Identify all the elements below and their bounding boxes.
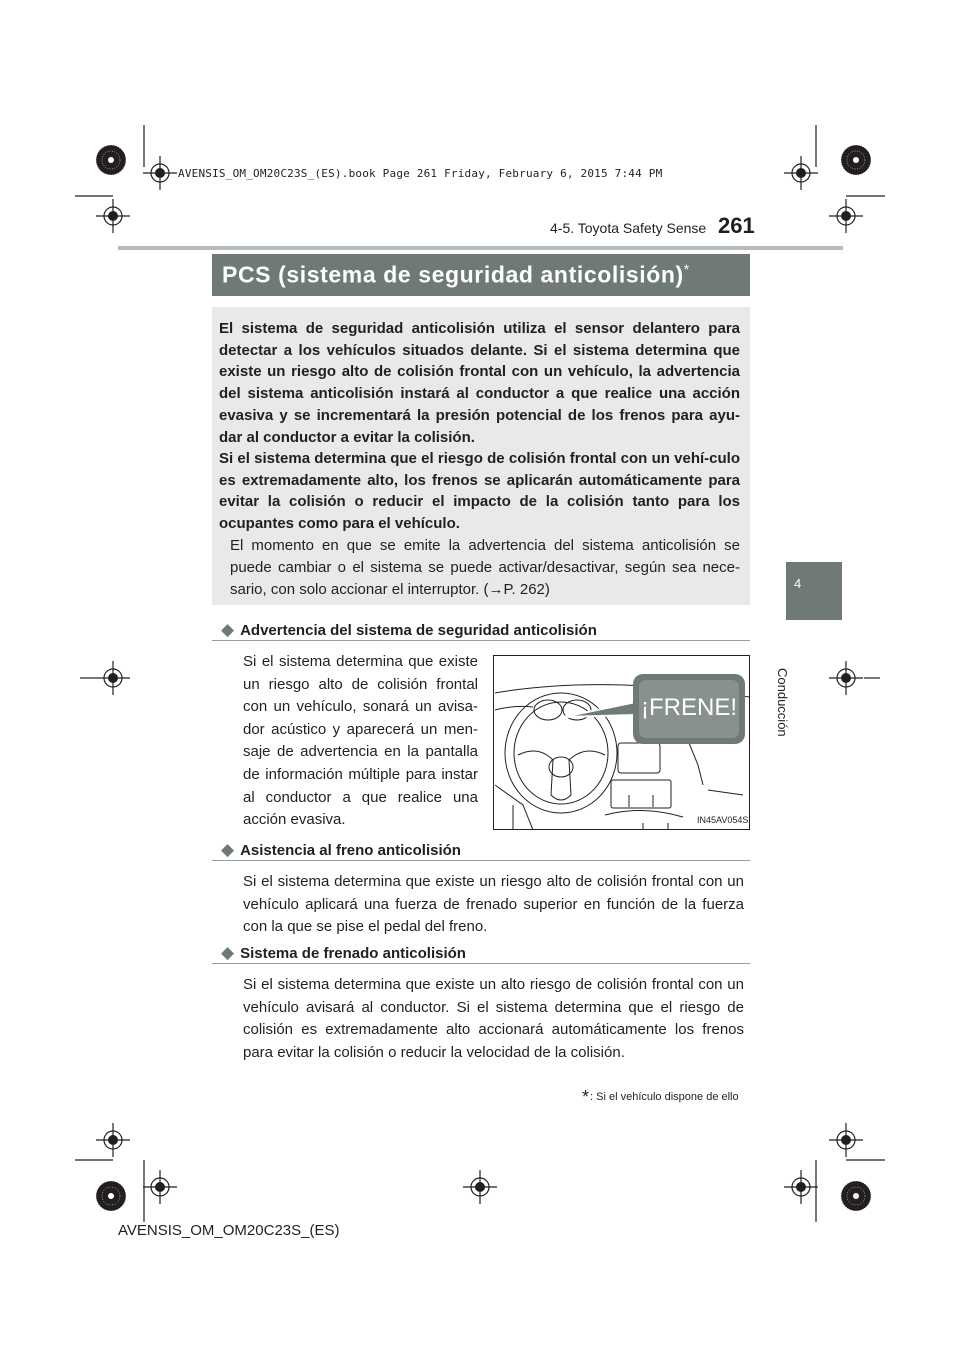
section-body: Si el sistema determina que existe un alto riesgo de colisión frontal con un vehículo avisará al conductor. Si el sistema determina que el riesgo de colisión es extremadamente alto accionará automáticamente los frenos para evitar la colisión o reducir la velocidad de la colisión.: [243, 976, 744, 1061]
section-rule: [212, 963, 750, 964]
section-heading: [221, 620, 597, 640]
intro-paragraph-2: Si el sistema determina que el riesgo de colisión frontal con un vehí-culo es extremadamente alto, los frenos se aplicarán automáticamente para evitar la colisión o reducir el impacto de la colisión tanto para los ocupantes como para el vehículo.: [219, 450, 740, 533]
diamond-bullet-icon: ◆: [221, 840, 235, 859]
footnote-marker: *: [582, 1087, 590, 1107]
section-title-bar: [212, 254, 750, 296]
dashboard-illustration: [493, 655, 750, 830]
section-heading: [221, 840, 461, 860]
section-heading-text: Sistema de frenado anticolisión: [240, 945, 466, 962]
page-title: [222, 261, 690, 289]
illustration-code: IN45AV054S: [697, 815, 749, 825]
section-rule: [212, 640, 750, 641]
warning-message: ¡FRENE!: [641, 694, 737, 721]
page-number: 261: [718, 213, 755, 238]
intro-paragraph-3: El momento en que se emite la advertencia del sistema anticolisión se puede cambiar o el sistema se puede activar/desactivar, según sea nece-sario, con solo accionar el interruptor. (→P. 262): [230, 537, 740, 598]
diamond-bullet-icon: ◆: [221, 620, 235, 639]
page-title-text: PCS (sistema de seguridad anticolisión): [222, 261, 684, 288]
section-body: Si el sistema determina que existe un riesgo alto de colisión frontal con un vehículo aplicará una fuerza de frenado superior en función de la fuerza con la que se pise el pedal del freno.: [243, 873, 744, 935]
section-heading-text: Advertencia del sistema de seguridad anticolisión: [240, 622, 597, 639]
diamond-bullet-icon: ◆: [221, 943, 235, 962]
intro-paragraph-1: El sistema de seguridad anticolisión utiliza el sensor delantero para detectar a los vehículos situados delante. Si el sistema determina que existe un riesgo alto de colisión frontal con un vehículo, la advertencia del sistema anticolisión instará al conductor a que realice una acción evasiva y se incrementará la presión potencial de los frenos para ayu-dar al conductor a evitar la colisión.: [219, 320, 740, 446]
section-heading: [221, 943, 466, 963]
chapter-number: 4: [794, 576, 802, 591]
section-body: Si el sistema determina que existe un riesgo alto de colisión frontal con un vehículo, sonará un avisa-dor acústico y aparecerá un men-saje de advertencia en la pantalla de información múltiple para instar al conductor a que realice una acción evasiva.: [243, 653, 478, 829]
footnote: [582, 1087, 739, 1108]
header-rule: [118, 246, 843, 250]
book-print-info: AVENSIS_OM_OM20C23S_(ES).book Page 261 Friday, February 6, 2015 7:44 PM: [178, 167, 663, 180]
footnote-text: : Si el vehículo dispone de ello: [590, 1091, 739, 1103]
section-rule: [212, 860, 750, 861]
chapter-label: Conducción: [775, 668, 790, 737]
title-footnote-marker: *: [683, 261, 690, 277]
document-code: AVENSIS_OM_OM20C23S_(ES): [118, 1222, 340, 1239]
section-heading-text: Asistencia al freno anticolisión: [240, 842, 461, 859]
running-header-section: 4-5. Toyota Safety Sense: [550, 220, 707, 236]
chapter-tab: [786, 562, 842, 620]
